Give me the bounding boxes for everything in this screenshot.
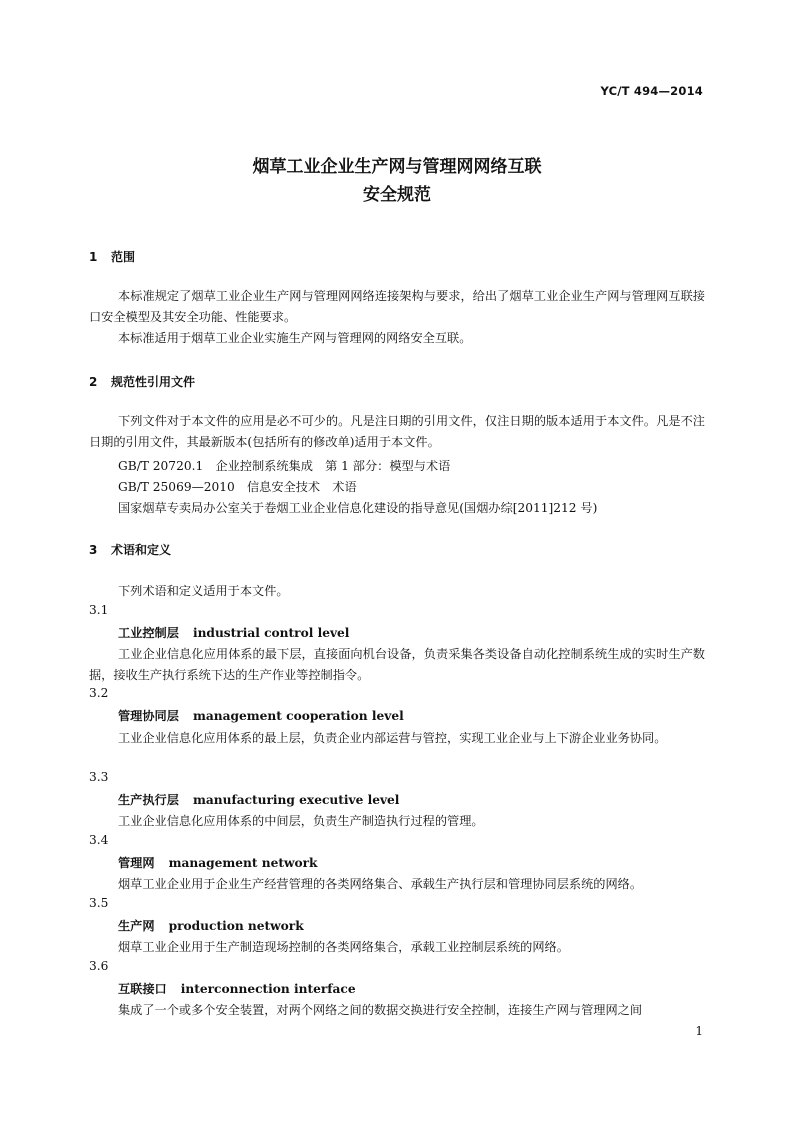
references-intro: 下列文件对于本文件的应用是必不可少的。凡是注日期的引用文件，仅注日期的版本适用于本文件。凡是不注日期的引用文件，其最新版本(包括所有的修改单)适用于本文件。 bbox=[89, 414, 705, 449]
term-zh: 管理协同层 bbox=[118, 709, 179, 723]
term-en: management network bbox=[168, 856, 318, 870]
term-number: 3.5 bbox=[89, 896, 109, 910]
term-zh: 互联接口 bbox=[118, 982, 167, 996]
term-number: 3.6 bbox=[89, 959, 109, 973]
term-en: interconnection interface bbox=[180, 982, 356, 996]
term-definition: 集成了一个或多个安全装置，对两个网络之间的数据交换进行安全控制，连接生产网与管理网之间 bbox=[118, 1003, 643, 1017]
term-zh: 工业控制层 bbox=[118, 626, 179, 640]
term-number: 3.4 bbox=[89, 833, 109, 847]
term-en: management cooperation level bbox=[192, 709, 404, 723]
term-en: industrial control level bbox=[192, 626, 350, 640]
term-definition: 工业企业信息化应用体系的最下层，直接面向机台设备，负责采集各类设备自动化控制系统生成的实时生产数据，接收生产执行系统下达的生产作业等控制指令。 bbox=[89, 647, 705, 682]
term-zh: 管理网 bbox=[118, 856, 155, 870]
term-definition: 工业企业信息化应用体系的最上层，负责企业内部运营与管控，实现工业企业与上下游企业业务协同。 bbox=[118, 731, 667, 745]
reference-item: 国家烟草专卖局办公室关于卷烟工业企业信息化建设的指导意见(国烟办综[2011]212 号) bbox=[118, 501, 598, 515]
scope-paragraph-2: 本标准适用于烟草工业企业实施生产网与管理网的网络安全互联。 bbox=[118, 331, 472, 345]
term-heading bbox=[118, 854, 318, 871]
section-number: 3 bbox=[89, 543, 98, 557]
term-heading bbox=[118, 624, 349, 641]
scope-paragraph-1: 本标准规定了烟草工业企业生产网与管理网网络连接架构与要求，给出了烟草工业企业生产网与管理网互联接口安全模型及其安全功能、性能要求。 bbox=[89, 289, 705, 324]
term-heading bbox=[118, 917, 304, 934]
term-number: 3.3 bbox=[89, 770, 109, 784]
section-heading-scope bbox=[89, 248, 135, 265]
term-en: manufacturing executive level bbox=[192, 793, 400, 807]
term-zh: 生产执行层 bbox=[118, 793, 179, 807]
term-en: production network bbox=[168, 919, 304, 933]
section-heading-terms bbox=[89, 541, 171, 558]
terms-intro: 下列术语和定义适用于本文件。 bbox=[118, 584, 289, 598]
term-definition: 工业企业信息化应用体系的中间层，负责生产制造执行过程的管理。 bbox=[118, 814, 484, 828]
term-heading bbox=[118, 980, 356, 997]
section-title: 规范性引用文件 bbox=[111, 375, 196, 389]
section-number: 1 bbox=[89, 250, 98, 264]
standard-code: YC/T 494—2014 bbox=[600, 84, 703, 98]
doc-title-line2: 安全规范 bbox=[363, 185, 431, 205]
section-title: 术语和定义 bbox=[111, 543, 172, 557]
section-number: 2 bbox=[89, 375, 98, 389]
term-heading bbox=[118, 791, 399, 808]
term-definition: 烟草工业企业用于生产制造现场控制的各类网络集合，承载工业控制层系统的网络。 bbox=[118, 940, 569, 954]
term-zh: 生产网 bbox=[118, 919, 155, 933]
term-heading bbox=[118, 707, 404, 724]
doc-title-line1: 烟草工业企业生产网与管理网网络互联 bbox=[252, 157, 542, 177]
term-number: 3.1 bbox=[89, 603, 109, 617]
reference-item: GB/T 20720.1 企业控制系统集成 第 1 部分：模型与术语 bbox=[118, 459, 451, 473]
term-definition: 烟草工业企业用于企业生产经营管理的各类网络集合、承载生产执行层和管理协同层系统的网络。 bbox=[118, 877, 643, 891]
section-title: 范围 bbox=[111, 250, 136, 264]
reference-item: GB/T 25069—2010 信息安全技术 术语 bbox=[118, 480, 357, 494]
section-heading-references bbox=[89, 373, 195, 390]
page-number: 1 bbox=[695, 1024, 703, 1038]
term-number: 3.2 bbox=[89, 686, 109, 700]
